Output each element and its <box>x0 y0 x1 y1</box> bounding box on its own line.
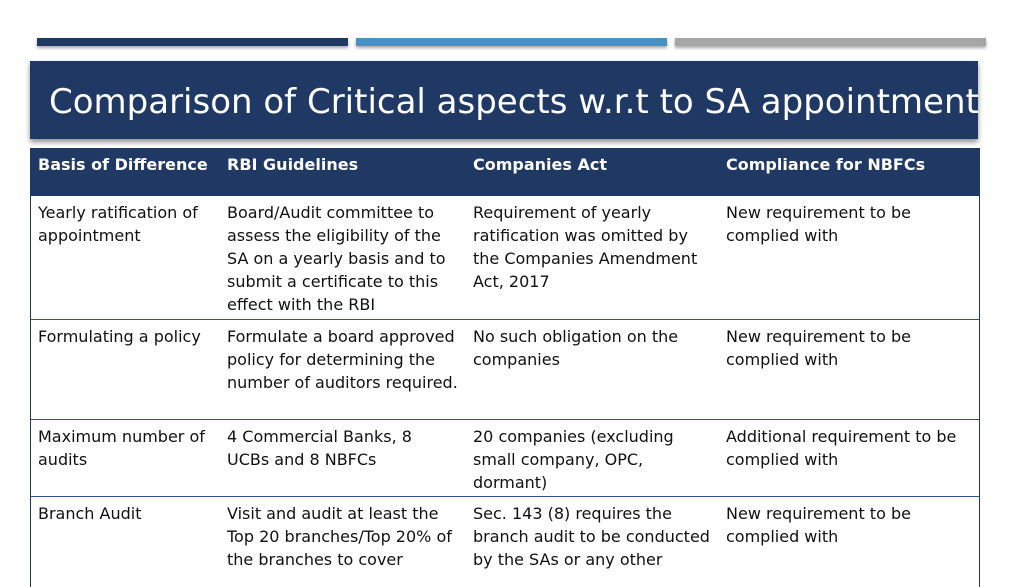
table-cell: Maximum number of audits <box>38 427 205 469</box>
table-cell: Branch Audit <box>38 504 142 523</box>
table-cell: Formulate a board approved policy for determining the number of auditors required. <box>227 327 458 392</box>
table-cell: Visit and audit at least the Top 20 branches/Top 20% of the branches to cover <box>227 504 452 569</box>
table-cell: No such obligation on the companies <box>473 327 679 369</box>
decorative-stripe-dark-blue <box>37 38 348 46</box>
table-cell: New requirement to be complied with <box>726 504 911 546</box>
header-companies-act: Companies Act <box>473 155 607 174</box>
table-row <box>31 420 979 497</box>
header-basis-of-difference: Basis of Difference <box>38 155 208 174</box>
table-header-row <box>31 148 979 196</box>
table-cell: 20 companies (excluding small company, OPC, dormant) <box>473 427 674 492</box>
table-cell: Requirement of yearly ratification was omitted by the Companies Amendment Act, 2017 <box>473 203 698 291</box>
table-cell: New requirement to be complied with <box>726 327 911 369</box>
header-compliance-for-nbfcs: Compliance for NBFCs <box>726 155 926 174</box>
table-row <box>31 497 979 587</box>
table-row <box>31 320 979 420</box>
table-cell: Formulating a policy <box>38 327 201 346</box>
slide-title-bar <box>30 61 978 139</box>
header-rbi-guidelines: RBI Guidelines <box>227 155 359 174</box>
table-cell: New requirement to be complied with <box>726 203 911 245</box>
table-cell: 4 Commercial Banks, 8 UCBs and 8 NBFCs <box>227 427 412 469</box>
table-cell: Board/Audit committee to assess the eligibility of the SA on a yearly basis and to submit a certificate to this effect with the RBI <box>227 203 446 314</box>
table-cell: Yearly ratification of appointment <box>38 203 198 245</box>
decorative-stripe-gray <box>675 38 986 46</box>
table-cell: Additional requirement to be complied with <box>726 427 957 469</box>
comparison-table <box>30 148 980 587</box>
decorative-stripe-light-blue <box>356 38 667 46</box>
table-row <box>31 196 979 320</box>
slide-title: Comparison of Critical aspects w.r.t to SA appointment <box>49 82 979 122</box>
table-cell: Sec. 143 (8) requires the branch audit to be conducted by the SAs or any other <box>473 504 710 569</box>
